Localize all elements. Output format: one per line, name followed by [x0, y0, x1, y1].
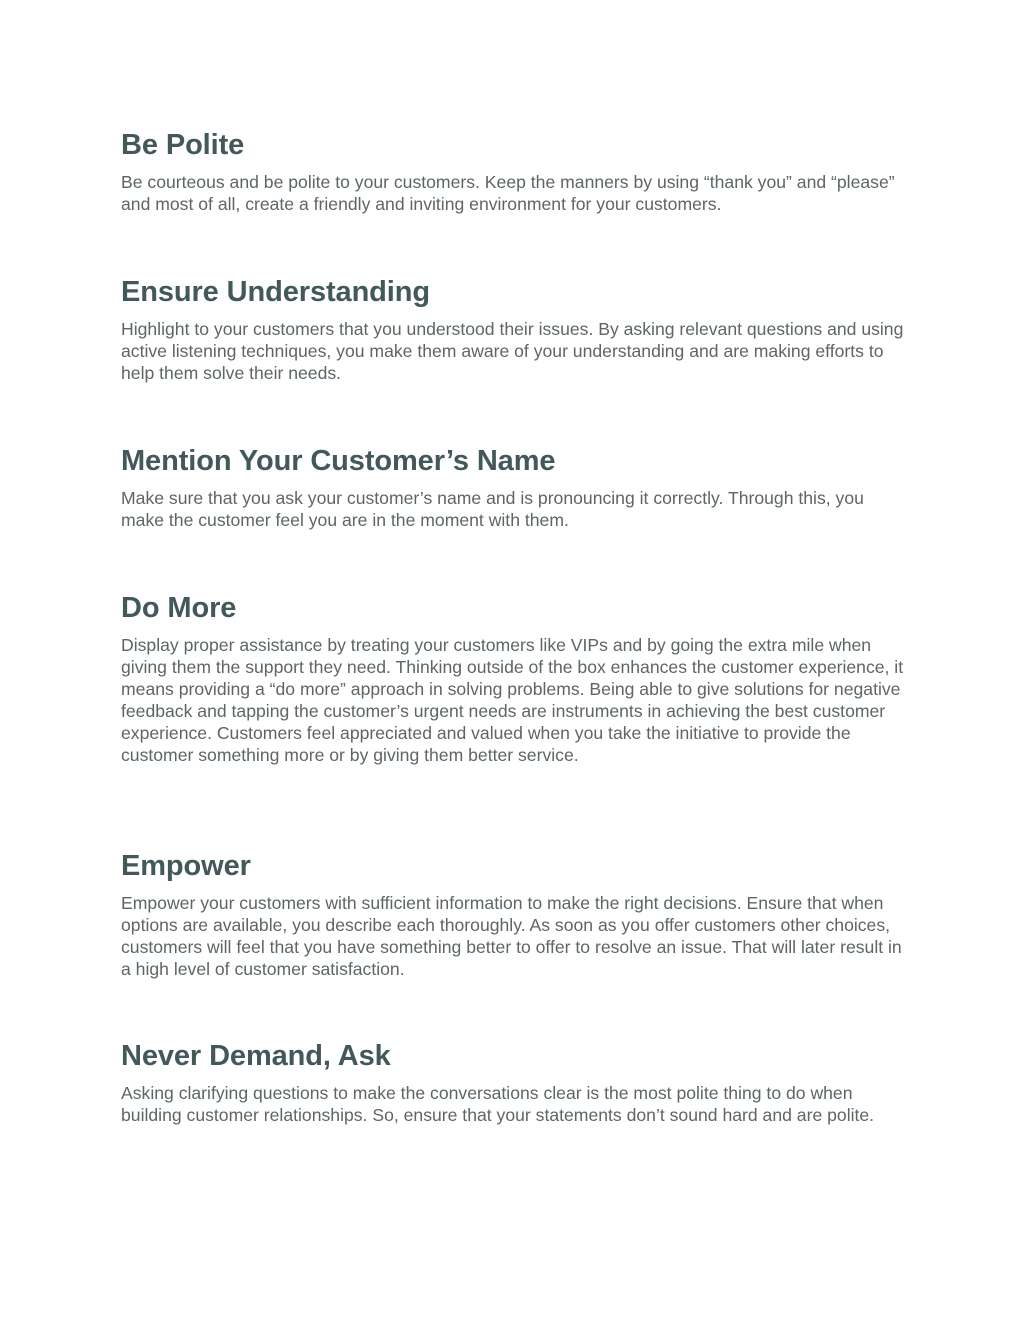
section-ensure-understanding — [121, 275, 911, 384]
section-heading: Ensure Understanding — [121, 276, 430, 308]
section-heading: Empower — [121, 850, 251, 882]
section-body: Empower your customers with sufficient information to make the right decisions. Ensure that when options are available, you describe each thoroughly. As soon as you offer customers other choices, customers will feel that you have something better to offer to resolve an issue. That will later result in a high level of customer satisfaction. — [121, 893, 902, 979]
section-do-more — [121, 591, 911, 766]
section-body: Make sure that you ask your customer’s name and is pronouncing it correctly. Through this, you make the customer feel you are in the moment with them. — [121, 488, 864, 530]
section-mention-name — [121, 444, 911, 531]
section-heading: Never Demand, Ask — [121, 1040, 391, 1072]
section-heading: Be Polite — [121, 129, 245, 161]
section-body: Display proper assistance by treating your customers like VIPs and by going the extra mile when giving them the support they need. Thinking outside of the box enhances the customer experience, it means providing a “do more” approach in solving problems. Being able to give solutions for negative feedback and tapping the customer’s urgent needs are instruments in achieving the best customer experience. Customers feel appreciated and valued when you take the initiative to provide the customer something more or by giving them better service. — [121, 635, 904, 765]
section-heading: Do More — [121, 592, 237, 624]
section-body: Highlight to your customers that you understood their issues. By asking relevant questions and using active listening techniques, you make them aware of your understanding and are making efforts to help them solve their needs. — [121, 319, 904, 383]
section-body: Asking clarifying questions to make the conversations clear is the most polite thing to do when building customer relationships. So, ensure that your statements don’t sound hard and are polite. — [121, 1083, 875, 1125]
section-empower — [121, 849, 911, 980]
section-never-demand-ask — [121, 1039, 911, 1126]
section-body: Be courteous and be polite to your customers. Keep the manners by using “thank you” and “please” and most of all, create a friendly and inviting environment for your customers. — [121, 172, 895, 214]
section-heading: Mention Your Customer’s Name — [121, 445, 556, 477]
section-be-polite — [121, 128, 911, 215]
